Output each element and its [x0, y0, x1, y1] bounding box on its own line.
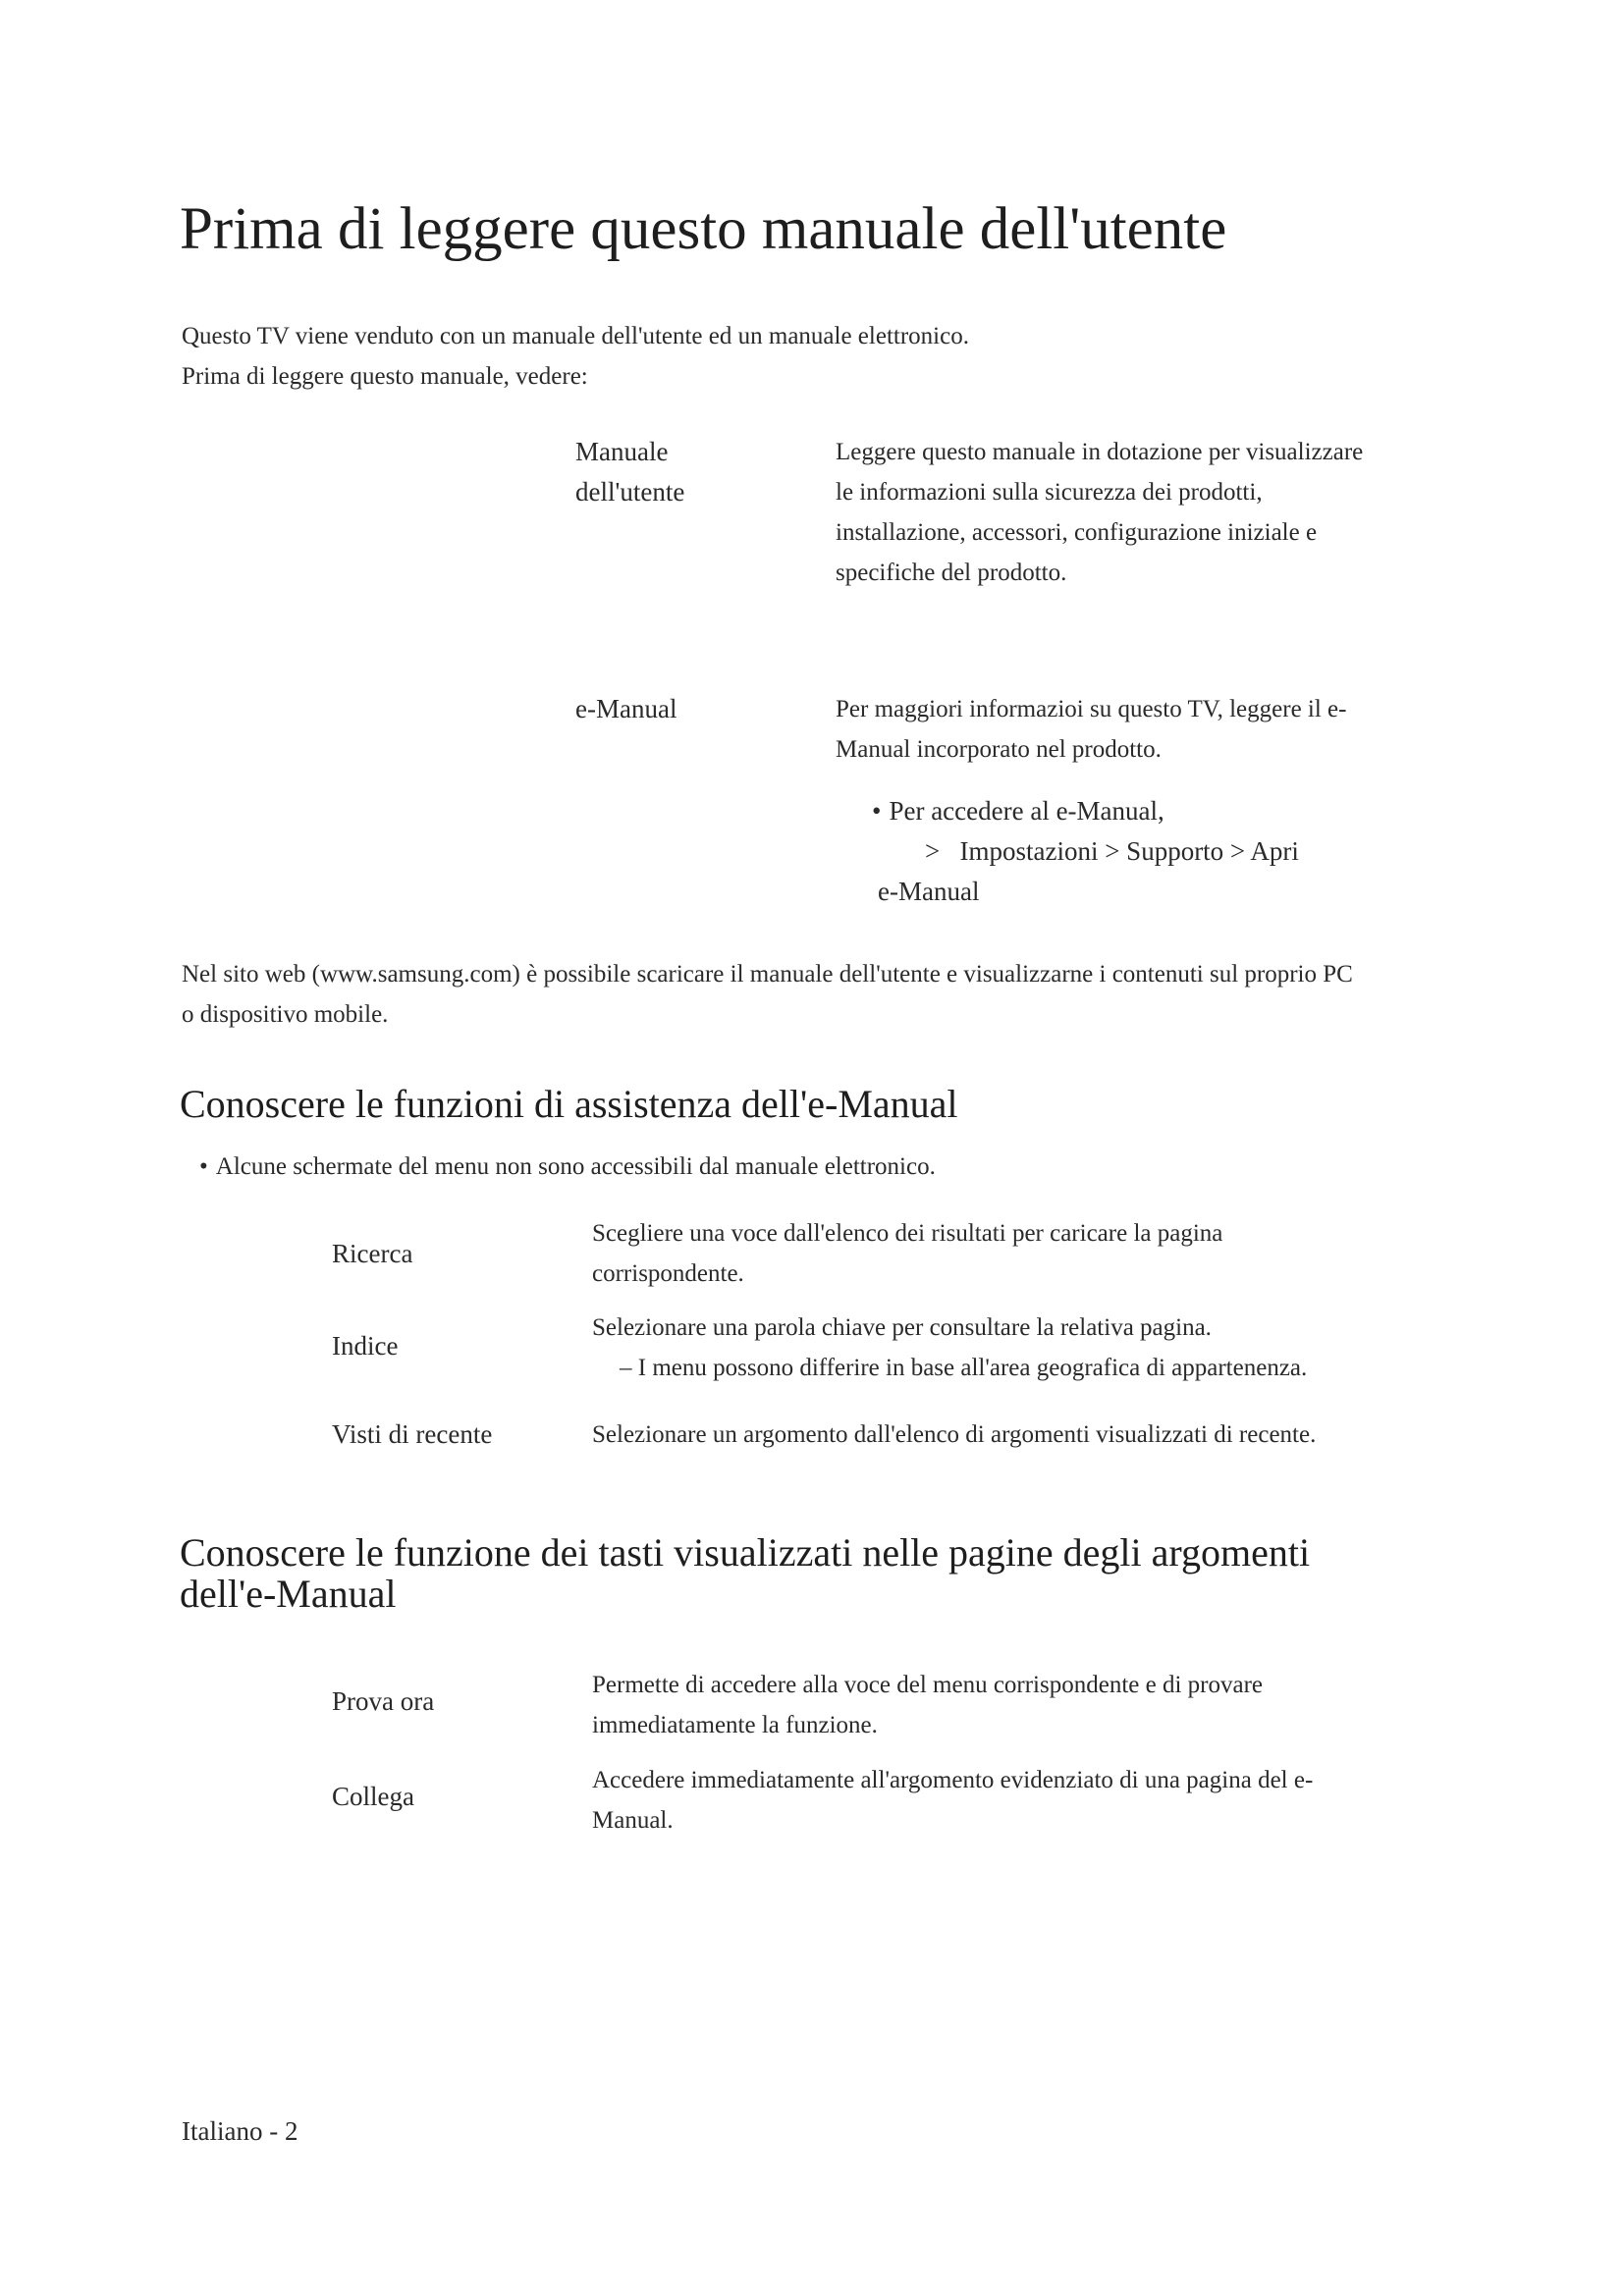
- manual-desc-emanual: Per maggiori informazioi su questo TV, leggere il e-Manual incorporato nel prodotto.: [836, 696, 1347, 763]
- feature-label-recenti: Visti di recente: [332, 1419, 493, 1449]
- button-desc-prova-ora: Permette di accedere alla voce del menu corrispondente e di provare immediatamente la funzione.: [592, 1672, 1264, 1738]
- feature-subnote-indice: – I menu possono differire in base all'area geografica di appartenenza.: [620, 1355, 1308, 1381]
- section1-heading: Conoscere le funzioni di assistenza dell'e-Manual: [180, 1082, 958, 1126]
- emanual-menu-path-end: e-Manual: [878, 877, 980, 906]
- bullet-icon: •: [199, 1153, 208, 1180]
- page-title: Prima di leggere questo manuale dell'utente: [180, 196, 1227, 262]
- feature-label-ricerca: Ricerca: [332, 1239, 413, 1268]
- feature-desc-indice: Selezionare una parola chiave per consultare la relativa pagina. – I menu possono differire in base all'area geografica di appartenenza.: [592, 1308, 1378, 1388]
- section1-note: • Alcune schermate del menu non sono accessibili dal manuale elettronico.: [199, 1153, 936, 1180]
- button-desc-collega: Accedere immediatamente all'argomento evidenziato di una pagina del e-Manual.: [592, 1767, 1314, 1834]
- website-note: Nel sito web (www.samsung.com) è possibile scaricare il manuale dell'utente e visualizzarne i contenuti sul proprio PC o dispositivo mobile.: [182, 961, 1353, 1028]
- feature-label-indice: Indice: [332, 1331, 399, 1361]
- intro-line-2: Prima di leggere questo manuale, vedere:: [182, 363, 588, 390]
- page-footer: Italiano - 2: [182, 2116, 298, 2146]
- emanual-access-bullet: • Per accedere al e-Manual, > Impostazioni > Supporto > Apri e-Manual: [872, 791, 1343, 912]
- manual-label-emanual: e-Manual: [575, 694, 677, 723]
- button-label-prova-ora: Prova ora: [332, 1686, 435, 1716]
- emanual-menu-path: > Impostazioni > Supporto > Apri: [925, 836, 1299, 866]
- manual-desc-user: Leggere questo manuale in dotazione per visualizzare le informazioni sulla sicurezza dei prodotti, installazione, accessori, configurazione iniziale e specifiche del prodotto.: [836, 439, 1364, 586]
- bullet-icon: •: [872, 796, 882, 826]
- feature-desc-recenti: Selezionare un argomento dall'elenco di argomenti visualizzati di recente.: [592, 1421, 1317, 1448]
- button-label-collega: Collega: [332, 1782, 414, 1811]
- intro-line-1: Questo TV viene venduto con un manuale dell'utente ed un manuale elettronico.: [182, 323, 969, 349]
- manual-label-user: Manuale dell'utente: [575, 437, 685, 507]
- section2-heading: Conoscere le funzione dei tasti visualizzati nelle pagine degli argomenti dell'e-Manual: [180, 1530, 1311, 1616]
- intro-text: [182, 316, 1360, 397]
- feature-desc-ricerca: Scegliere una voce dall'elenco dei risultati per caricare la pagina corrispondente.: [592, 1220, 1223, 1287]
